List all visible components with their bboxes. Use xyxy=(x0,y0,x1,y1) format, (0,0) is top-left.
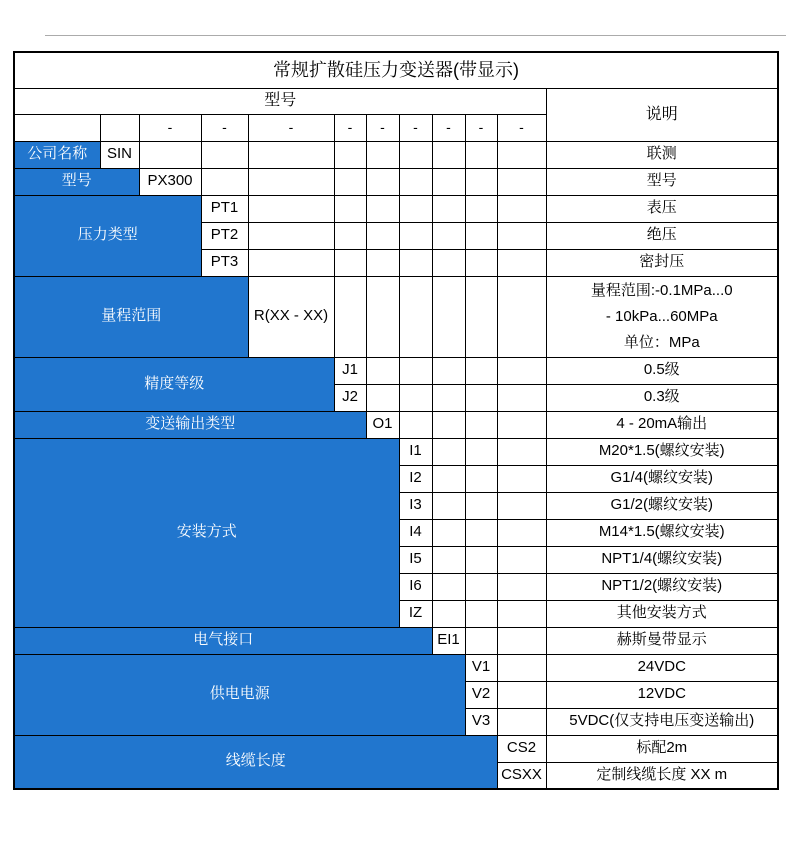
table-row-electrical xyxy=(14,627,778,654)
empty-cell xyxy=(465,519,497,546)
code-cell-ei1: EI1 xyxy=(432,627,465,654)
empty-cell xyxy=(465,546,497,573)
code-cell-i1: I1 xyxy=(399,438,432,465)
desc-cell-i1: M20*1.5(螺纹安装) xyxy=(546,438,778,465)
page-divider-line xyxy=(45,35,786,36)
empty-cell xyxy=(497,195,546,222)
product-spec-table xyxy=(13,51,779,790)
code-cell-sin: SIN xyxy=(100,141,139,168)
desc-cell-i4: M14*1.5(螺纹安装) xyxy=(546,519,778,546)
empty-cell xyxy=(465,249,497,276)
desc-cell-range xyxy=(546,276,778,357)
empty-cell xyxy=(432,357,465,384)
desc-cell-j1: 0.5级 xyxy=(546,357,778,384)
empty-cell xyxy=(465,357,497,384)
model-number-header: 型号 xyxy=(14,88,546,114)
desc-cell-v2: 12VDC xyxy=(546,681,778,708)
empty-cell xyxy=(248,222,334,249)
empty-cell xyxy=(432,168,465,195)
empty-cell xyxy=(432,411,465,438)
empty-cell xyxy=(432,141,465,168)
empty-cell xyxy=(497,492,546,519)
category-cell-company-name: 公司名称 xyxy=(14,141,100,168)
desc-cell-i2: G1/4(螺纹安装) xyxy=(546,465,778,492)
empty-cell xyxy=(399,195,432,222)
empty-cell xyxy=(201,168,248,195)
table-row-pressure xyxy=(14,195,778,222)
empty-cell xyxy=(399,249,432,276)
empty-cell xyxy=(432,492,465,519)
table-row-cable xyxy=(14,735,778,762)
empty-cell xyxy=(366,195,399,222)
empty-cell xyxy=(465,276,497,357)
table-row-power xyxy=(14,654,778,681)
category-cell-power-supply: 供电电源 xyxy=(14,654,465,735)
code-cell-v1: V1 xyxy=(465,654,497,681)
code-cell-pt2: PT2 xyxy=(201,222,248,249)
empty-cell xyxy=(465,465,497,492)
empty-cell xyxy=(432,276,465,357)
empty-cell xyxy=(497,168,546,195)
empty-cell xyxy=(465,141,497,168)
empty-cell xyxy=(366,168,399,195)
empty-cell xyxy=(497,681,546,708)
empty-cell xyxy=(465,438,497,465)
description-header: 说明 xyxy=(546,88,778,141)
table-row xyxy=(14,52,778,88)
range-desc-line1: 量程范围:-0.1MPa...0 xyxy=(590,281,733,299)
code-cell-i6: I6 xyxy=(399,573,432,600)
empty-cell xyxy=(465,627,497,654)
empty-cell xyxy=(334,222,366,249)
table-row xyxy=(14,88,778,114)
empty-cell xyxy=(248,141,334,168)
desc-cell-i6: NPT1/2(螺纹安装) xyxy=(546,573,778,600)
table-row-company xyxy=(14,141,778,168)
empty-cell xyxy=(432,195,465,222)
code-cell-v3: V3 xyxy=(465,708,497,735)
empty-cell xyxy=(465,492,497,519)
empty-cell xyxy=(334,141,366,168)
desc-cell-o1: 4 - 20mA输出 xyxy=(546,411,778,438)
empty-cell xyxy=(497,519,546,546)
empty-cell xyxy=(465,411,497,438)
empty-cell xyxy=(432,438,465,465)
model-segment-dash: - xyxy=(432,114,465,141)
range-desc-line2: - 10kPa...60MPa xyxy=(605,307,718,325)
model-segment-dash: - xyxy=(334,114,366,141)
empty-cell xyxy=(497,249,546,276)
table-row-mounting xyxy=(14,438,778,465)
code-cell-j1: J1 xyxy=(334,357,366,384)
code-cell-cs2: CS2 xyxy=(497,735,546,762)
category-cell-accuracy: 精度等级 xyxy=(14,357,334,411)
code-cell-i3: I3 xyxy=(399,492,432,519)
empty-cell xyxy=(497,627,546,654)
empty-cell xyxy=(366,384,399,411)
category-cell-mounting: 安装方式 xyxy=(14,438,399,627)
empty-cell xyxy=(432,384,465,411)
empty-cell xyxy=(497,438,546,465)
code-cell-iz: IZ xyxy=(399,600,432,627)
desc-cell-model: 型号 xyxy=(546,168,778,195)
code-cell-o1: O1 xyxy=(366,411,399,438)
empty-cell xyxy=(497,546,546,573)
code-cell-i2: I2 xyxy=(399,465,432,492)
empty-cell xyxy=(334,195,366,222)
empty-cell xyxy=(465,195,497,222)
empty-cell xyxy=(465,222,497,249)
empty-cell xyxy=(399,384,432,411)
code-cell-v2: V2 xyxy=(465,681,497,708)
desc-cell-iz: 其他安装方式 xyxy=(546,600,778,627)
table-title: 常规扩散硅压力变送器(带显示) xyxy=(14,52,778,88)
desc-cell-ei1: 赫斯曼带显示 xyxy=(546,627,778,654)
desc-cell-company: 联测 xyxy=(546,141,778,168)
desc-cell-v1: 24VDC xyxy=(546,654,778,681)
table-row-accuracy xyxy=(14,357,778,384)
empty-cell xyxy=(497,600,546,627)
code-cell-px300: PX300 xyxy=(139,168,201,195)
table-row-range xyxy=(14,276,778,357)
empty-cell xyxy=(497,411,546,438)
code-cell-csxx: CSXX xyxy=(497,762,546,789)
code-cell-pt1: PT1 xyxy=(201,195,248,222)
empty-cell xyxy=(334,168,366,195)
code-cell-j2: J2 xyxy=(334,384,366,411)
table-row-model xyxy=(14,168,778,195)
empty-cell xyxy=(366,249,399,276)
empty-cell xyxy=(497,654,546,681)
empty-cell xyxy=(248,168,334,195)
empty-cell xyxy=(399,222,432,249)
empty-cell xyxy=(366,276,399,357)
empty-cell xyxy=(334,249,366,276)
empty-cell xyxy=(465,384,497,411)
empty-cell xyxy=(432,546,465,573)
empty-cell xyxy=(497,465,546,492)
model-segment-dash: - xyxy=(366,114,399,141)
empty-cell xyxy=(465,168,497,195)
desc-cell-csxx: 定制线缆长度 XX m xyxy=(546,762,778,789)
empty-cell xyxy=(399,141,432,168)
empty-cell xyxy=(248,249,334,276)
model-segment-dash: - xyxy=(465,114,497,141)
empty-cell xyxy=(497,222,546,249)
empty-cell xyxy=(432,600,465,627)
category-cell-output-type: 变送输出类型 xyxy=(14,411,366,438)
empty-cell xyxy=(399,276,432,357)
category-cell-pressure-type: 压力类型 xyxy=(14,195,201,276)
empty-cell xyxy=(201,141,248,168)
table-row-output xyxy=(14,411,778,438)
empty-cell xyxy=(366,222,399,249)
code-cell-pt3: PT3 xyxy=(201,249,248,276)
empty-cell xyxy=(432,519,465,546)
desc-cell-cs2: 标配2m xyxy=(546,735,778,762)
empty-cell xyxy=(366,141,399,168)
desc-cell-pt2: 绝压 xyxy=(546,222,778,249)
desc-cell-v3: 5VDC(仅支持电压变送输出) xyxy=(546,708,778,735)
category-cell-model: 型号 xyxy=(14,168,139,195)
empty-cell xyxy=(497,276,546,357)
empty-cell xyxy=(497,384,546,411)
empty-cell xyxy=(497,357,546,384)
empty-cell xyxy=(497,708,546,735)
desc-cell-j2: 0.3级 xyxy=(546,384,778,411)
category-cell-cable-length: 线缆长度 xyxy=(14,735,497,789)
empty-cell xyxy=(465,600,497,627)
model-segment-dash: - xyxy=(497,114,546,141)
empty-cell xyxy=(465,573,497,600)
empty-cell xyxy=(248,195,334,222)
desc-cell-i3: G1/2(螺纹安装) xyxy=(546,492,778,519)
desc-cell-pt3: 密封压 xyxy=(546,249,778,276)
empty-cell xyxy=(139,141,201,168)
model-segment-dash: - xyxy=(139,114,201,141)
empty-cell xyxy=(366,357,399,384)
empty-cell xyxy=(497,141,546,168)
empty-cell xyxy=(497,573,546,600)
code-cell-i5: I5 xyxy=(399,546,432,573)
empty-cell xyxy=(432,573,465,600)
empty-cell xyxy=(432,222,465,249)
code-cell-i4: I4 xyxy=(399,519,432,546)
empty-cell xyxy=(432,249,465,276)
empty-cell xyxy=(14,114,100,141)
empty-cell xyxy=(399,357,432,384)
model-segment-dash: - xyxy=(399,114,432,141)
empty-cell xyxy=(399,411,432,438)
category-cell-electrical-interface: 电气接口 xyxy=(14,627,432,654)
empty-cell xyxy=(334,276,366,357)
model-segment-dash: - xyxy=(248,114,334,141)
code-cell-range: R(XX - XX) xyxy=(248,276,334,357)
empty-cell xyxy=(100,114,139,141)
range-desc-line3: 单位：MPa xyxy=(623,333,700,351)
category-cell-range: 量程范围 xyxy=(14,276,248,357)
desc-cell-pt1: 表压 xyxy=(546,195,778,222)
empty-cell xyxy=(399,168,432,195)
desc-cell-i5: NPT1/4(螺纹安装) xyxy=(546,546,778,573)
empty-cell xyxy=(432,465,465,492)
model-segment-dash: - xyxy=(201,114,248,141)
